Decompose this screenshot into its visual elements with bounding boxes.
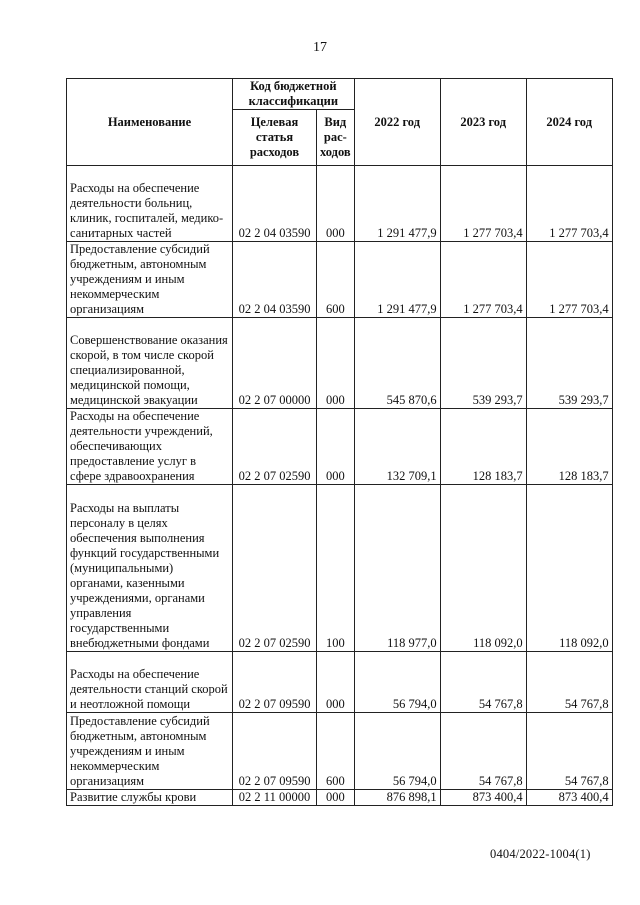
- row-value-2023: 54 767,8: [440, 652, 526, 713]
- table-row: [67, 242, 613, 318]
- row-name: Расходы на обеспечение деятельности учреждений, обеспечивающих предоставление услуг в сфере здравоохранения: [67, 409, 233, 485]
- row-value-2024: 1 277 703,4: [526, 242, 612, 318]
- row-expense-type: 000: [317, 652, 355, 713]
- row-value-2024: 54 767,8: [526, 652, 612, 713]
- row-target-article: 02 2 07 00000: [233, 318, 317, 409]
- row-target-article: 02 2 07 09590: [233, 713, 317, 790]
- row-name: Развитие службы крови: [67, 790, 233, 806]
- row-value-2023: 118 092,0: [440, 485, 526, 652]
- row-name: Предоставление субсидий бюджетным, автономным учреждениям и иным некоммерческим организациям: [67, 713, 233, 790]
- row-value-2022: 118 977,0: [354, 485, 440, 652]
- row-value-2024: 128 183,7: [526, 409, 612, 485]
- row-expense-type: 000: [317, 166, 355, 242]
- table-row: [67, 409, 613, 485]
- row-value-2024: 118 092,0: [526, 485, 612, 652]
- row-value-2023: 1 277 703,4: [440, 166, 526, 242]
- row-value-2022: 876 898,1: [354, 790, 440, 806]
- table-row: [67, 318, 613, 409]
- table-row: [67, 166, 613, 242]
- row-value-2024: 54 767,8: [526, 713, 612, 790]
- row-value-2022: 56 794,0: [354, 713, 440, 790]
- table-header: [67, 79, 613, 166]
- row-name: Расходы на обеспечение деятельности станций скорой и неотложной помощи: [67, 652, 233, 713]
- header-expense-type: Вид рас-ходов: [317, 110, 355, 166]
- table-row: [67, 713, 613, 790]
- row-value-2022: 132 709,1: [354, 409, 440, 485]
- row-value-2022: 1 291 477,9: [354, 242, 440, 318]
- document-code: 0404/2022-1004(1): [490, 847, 591, 861]
- table-row: [67, 790, 613, 806]
- row-value-2024: 539 293,7: [526, 318, 612, 409]
- row-name: Расходы на обеспечение деятельности больниц, клиник, госпиталей, медико-санитарных частей: [67, 166, 233, 242]
- row-target-article: 02 2 04 03590: [233, 166, 317, 242]
- row-expense-type: 600: [317, 713, 355, 790]
- row-expense-type: 000: [317, 790, 355, 806]
- row-target-article: 02 2 07 02590: [233, 485, 317, 652]
- row-value-2022: 56 794,0: [354, 652, 440, 713]
- row-value-2023: 54 767,8: [440, 713, 526, 790]
- row-target-article: 02 2 07 09590: [233, 652, 317, 713]
- row-target-article: 02 2 11 00000: [233, 790, 317, 806]
- row-name: Расходы на выплаты персоналу в целях обеспечения выполнения функций государственными (муниципальными) органами, казенными учреждениями, органами управления государственными внебюджетными фондами: [67, 485, 233, 652]
- budget-table: [66, 78, 613, 806]
- header-target-article: Целевая статья расходов: [233, 110, 317, 166]
- table-body: [67, 166, 613, 806]
- row-value-2022: 545 870,6: [354, 318, 440, 409]
- row-value-2022: 1 291 477,9: [354, 166, 440, 242]
- row-expense-type: 000: [317, 318, 355, 409]
- page-number: 17: [313, 40, 327, 55]
- row-expense-type: 000: [317, 409, 355, 485]
- row-name: Совершенствование оказания скорой, в том числе скорой специализированной, медицинской помощи, медицинской эвакуации: [67, 318, 233, 409]
- row-value-2023: 873 400,4: [440, 790, 526, 806]
- row-value-2023: 1 277 703,4: [440, 242, 526, 318]
- row-value-2023: 539 293,7: [440, 318, 526, 409]
- row-target-article: 02 2 04 03590: [233, 242, 317, 318]
- row-expense-type: 100: [317, 485, 355, 652]
- header-year-2024: 2024 год: [526, 79, 612, 166]
- row-value-2024: 1 277 703,4: [526, 166, 612, 242]
- row-expense-type: 600: [317, 242, 355, 318]
- header-kbk-group: Код бюджетной классификации: [233, 79, 355, 110]
- header-name: Наименование: [67, 79, 233, 166]
- table-row: [67, 485, 613, 652]
- row-name: Предоставление субсидий бюджетным, автономным учреждениям и иным некоммерческим организациям: [67, 242, 233, 318]
- row-value-2024: 873 400,4: [526, 790, 612, 806]
- row-target-article: 02 2 07 02590: [233, 409, 317, 485]
- table-row: [67, 652, 613, 713]
- row-value-2023: 128 183,7: [440, 409, 526, 485]
- header-year-2023: 2023 год: [440, 79, 526, 166]
- header-year-2022: 2022 год: [354, 79, 440, 166]
